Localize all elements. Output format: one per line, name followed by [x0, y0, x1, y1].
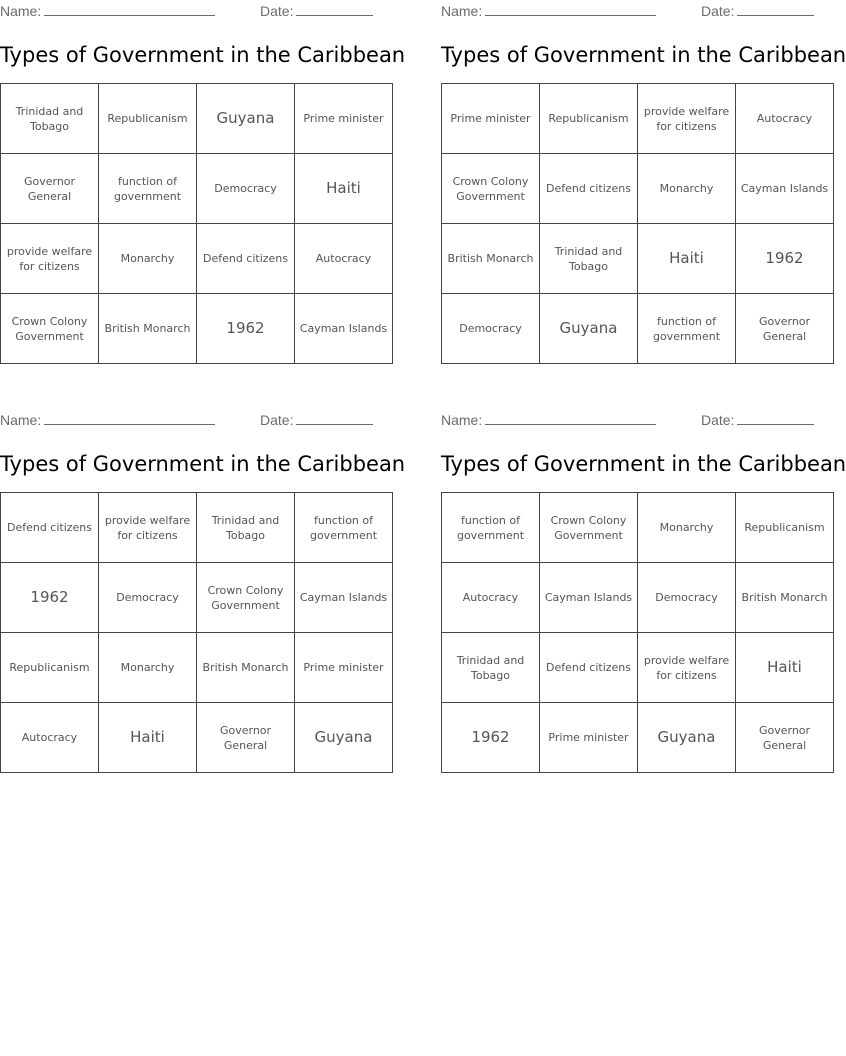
grid-row	[1, 154, 393, 224]
grid-cell: Republicanism	[736, 493, 834, 563]
name-label: Name:	[441, 3, 483, 19]
name-label: Name:	[0, 3, 42, 19]
date-label: Date:	[260, 412, 294, 428]
name-label: Name:	[441, 412, 483, 428]
grid-cell: 1962	[197, 294, 295, 364]
grid-cell: British Monarch	[197, 633, 295, 703]
grid-row	[442, 84, 834, 154]
grid-cell: Guyana	[295, 703, 393, 773]
grid-cell: Defend citizens	[540, 154, 638, 224]
date-label: Date:	[701, 3, 735, 19]
grid-row	[442, 493, 834, 563]
grid-cell: Defend citizens	[540, 633, 638, 703]
name-field	[0, 411, 215, 428]
grid-cell: Guyana	[197, 84, 295, 154]
grid-row	[442, 633, 834, 703]
grid-row	[442, 563, 834, 633]
grid-cell: Haiti	[295, 154, 393, 224]
grid-row	[1, 493, 393, 563]
grid-cell: Governor General	[736, 703, 834, 773]
grid-cell: Haiti	[99, 703, 197, 773]
grid-cell: Autocracy	[736, 84, 834, 154]
name-blank-line	[44, 411, 215, 425]
grid-cell: Trinidad and Tobago	[442, 633, 540, 703]
grid-cell: Monarchy	[638, 493, 736, 563]
name-blank-line	[44, 2, 215, 16]
grid-cell: Republicanism	[540, 84, 638, 154]
card-title: Types of Government in the Caribbean	[0, 452, 406, 476]
grid-cell: Cayman Islands	[736, 154, 834, 224]
date-field	[701, 2, 814, 19]
date-blank-line	[737, 2, 814, 16]
grid-row	[1, 703, 393, 773]
grid-cell: Haiti	[638, 224, 736, 294]
grid-cell: Cayman Islands	[540, 563, 638, 633]
name-field	[441, 2, 656, 19]
grid-cell: Autocracy	[442, 563, 540, 633]
grid-cell: Crown Colony Government	[442, 154, 540, 224]
grid-cell: Monarchy	[99, 224, 197, 294]
card-title: Types of Government in the Caribbean	[441, 43, 846, 67]
grid-cell: function of government	[295, 493, 393, 563]
grid-cell: Prime minister	[295, 84, 393, 154]
grid-cell: Monarchy	[638, 154, 736, 224]
date-field	[260, 411, 373, 428]
name-blank-line	[485, 2, 656, 16]
date-field	[260, 2, 373, 19]
grid-cell: British Monarch	[442, 224, 540, 294]
date-field	[701, 411, 814, 428]
grid-cell: Governor General	[197, 703, 295, 773]
grid-cell: Democracy	[99, 563, 197, 633]
grid-cell: 1962	[442, 703, 540, 773]
name-field	[441, 411, 656, 428]
bingo-grid	[441, 83, 834, 364]
grid-row	[1, 294, 393, 364]
grid-cell: Guyana	[540, 294, 638, 364]
grid-cell: Trinidad and Tobago	[197, 493, 295, 563]
grid-cell: Prime minister	[295, 633, 393, 703]
name-blank-line	[485, 411, 656, 425]
grid-cell: 1962	[1, 563, 99, 633]
bingo-card-4	[441, 409, 846, 774]
grid-cell: British Monarch	[99, 294, 197, 364]
grid-cell: Autocracy	[1, 703, 99, 773]
grid-cell: provide welfare for citizens	[99, 493, 197, 563]
grid-cell: British Monarch	[736, 563, 834, 633]
bingo-grid	[0, 492, 393, 773]
card-title: Types of Government in the Caribbean	[0, 43, 406, 67]
grid-cell: Guyana	[638, 703, 736, 773]
grid-cell: Prime minister	[442, 84, 540, 154]
bingo-card-3	[0, 409, 406, 774]
date-blank-line	[737, 411, 814, 425]
grid-cell: Crown Colony Government	[197, 563, 295, 633]
date-blank-line	[296, 2, 373, 16]
grid-cell: provide welfare for citizens	[638, 633, 736, 703]
grid-cell: Monarchy	[99, 633, 197, 703]
grid-cell: function of government	[99, 154, 197, 224]
date-label: Date:	[260, 3, 294, 19]
grid-cell: Prime minister	[540, 703, 638, 773]
date-blank-line	[296, 411, 373, 425]
grid-cell: Democracy	[638, 563, 736, 633]
grid-row	[1, 84, 393, 154]
grid-cell: Crown Colony Government	[540, 493, 638, 563]
grid-row	[442, 294, 834, 364]
grid-cell: function of government	[442, 493, 540, 563]
grid-cell: Cayman Islands	[295, 294, 393, 364]
grid-cell: Governor General	[736, 294, 834, 364]
grid-cell: Defend citizens	[1, 493, 99, 563]
grid-cell: Autocracy	[295, 224, 393, 294]
name-date-row	[441, 411, 817, 429]
grid-cell: Democracy	[197, 154, 295, 224]
grid-cell: Haiti	[736, 633, 834, 703]
bingo-card-2	[441, 0, 846, 365]
grid-cell: Defend citizens	[197, 224, 295, 294]
name-field	[0, 2, 215, 19]
grid-cell: Governor General	[1, 154, 99, 224]
bingo-grid	[441, 492, 834, 773]
grid-cell: Cayman Islands	[295, 563, 393, 633]
name-label: Name:	[0, 412, 42, 428]
grid-cell: function of government	[638, 294, 736, 364]
grid-cell: Republicanism	[99, 84, 197, 154]
grid-cell: 1962	[736, 224, 834, 294]
name-date-row	[441, 2, 817, 20]
grid-cell: provide welfare for citizens	[638, 84, 736, 154]
grid-cell: Crown Colony Government	[1, 294, 99, 364]
bingo-card-1	[0, 0, 406, 365]
card-title: Types of Government in the Caribbean	[441, 452, 846, 476]
grid-row	[442, 703, 834, 773]
grid-row	[442, 224, 834, 294]
grid-cell: Republicanism	[1, 633, 99, 703]
grid-cell: Trinidad and Tobago	[1, 84, 99, 154]
name-date-row	[0, 411, 376, 429]
grid-row	[1, 563, 393, 633]
grid-cell: provide welfare for citizens	[1, 224, 99, 294]
grid-cell: Trinidad and Tobago	[540, 224, 638, 294]
grid-cell: Democracy	[442, 294, 540, 364]
bingo-grid	[0, 83, 393, 364]
date-label: Date:	[701, 412, 735, 428]
name-date-row	[0, 2, 376, 20]
grid-row	[1, 224, 393, 294]
grid-row	[1, 633, 393, 703]
grid-row	[442, 154, 834, 224]
